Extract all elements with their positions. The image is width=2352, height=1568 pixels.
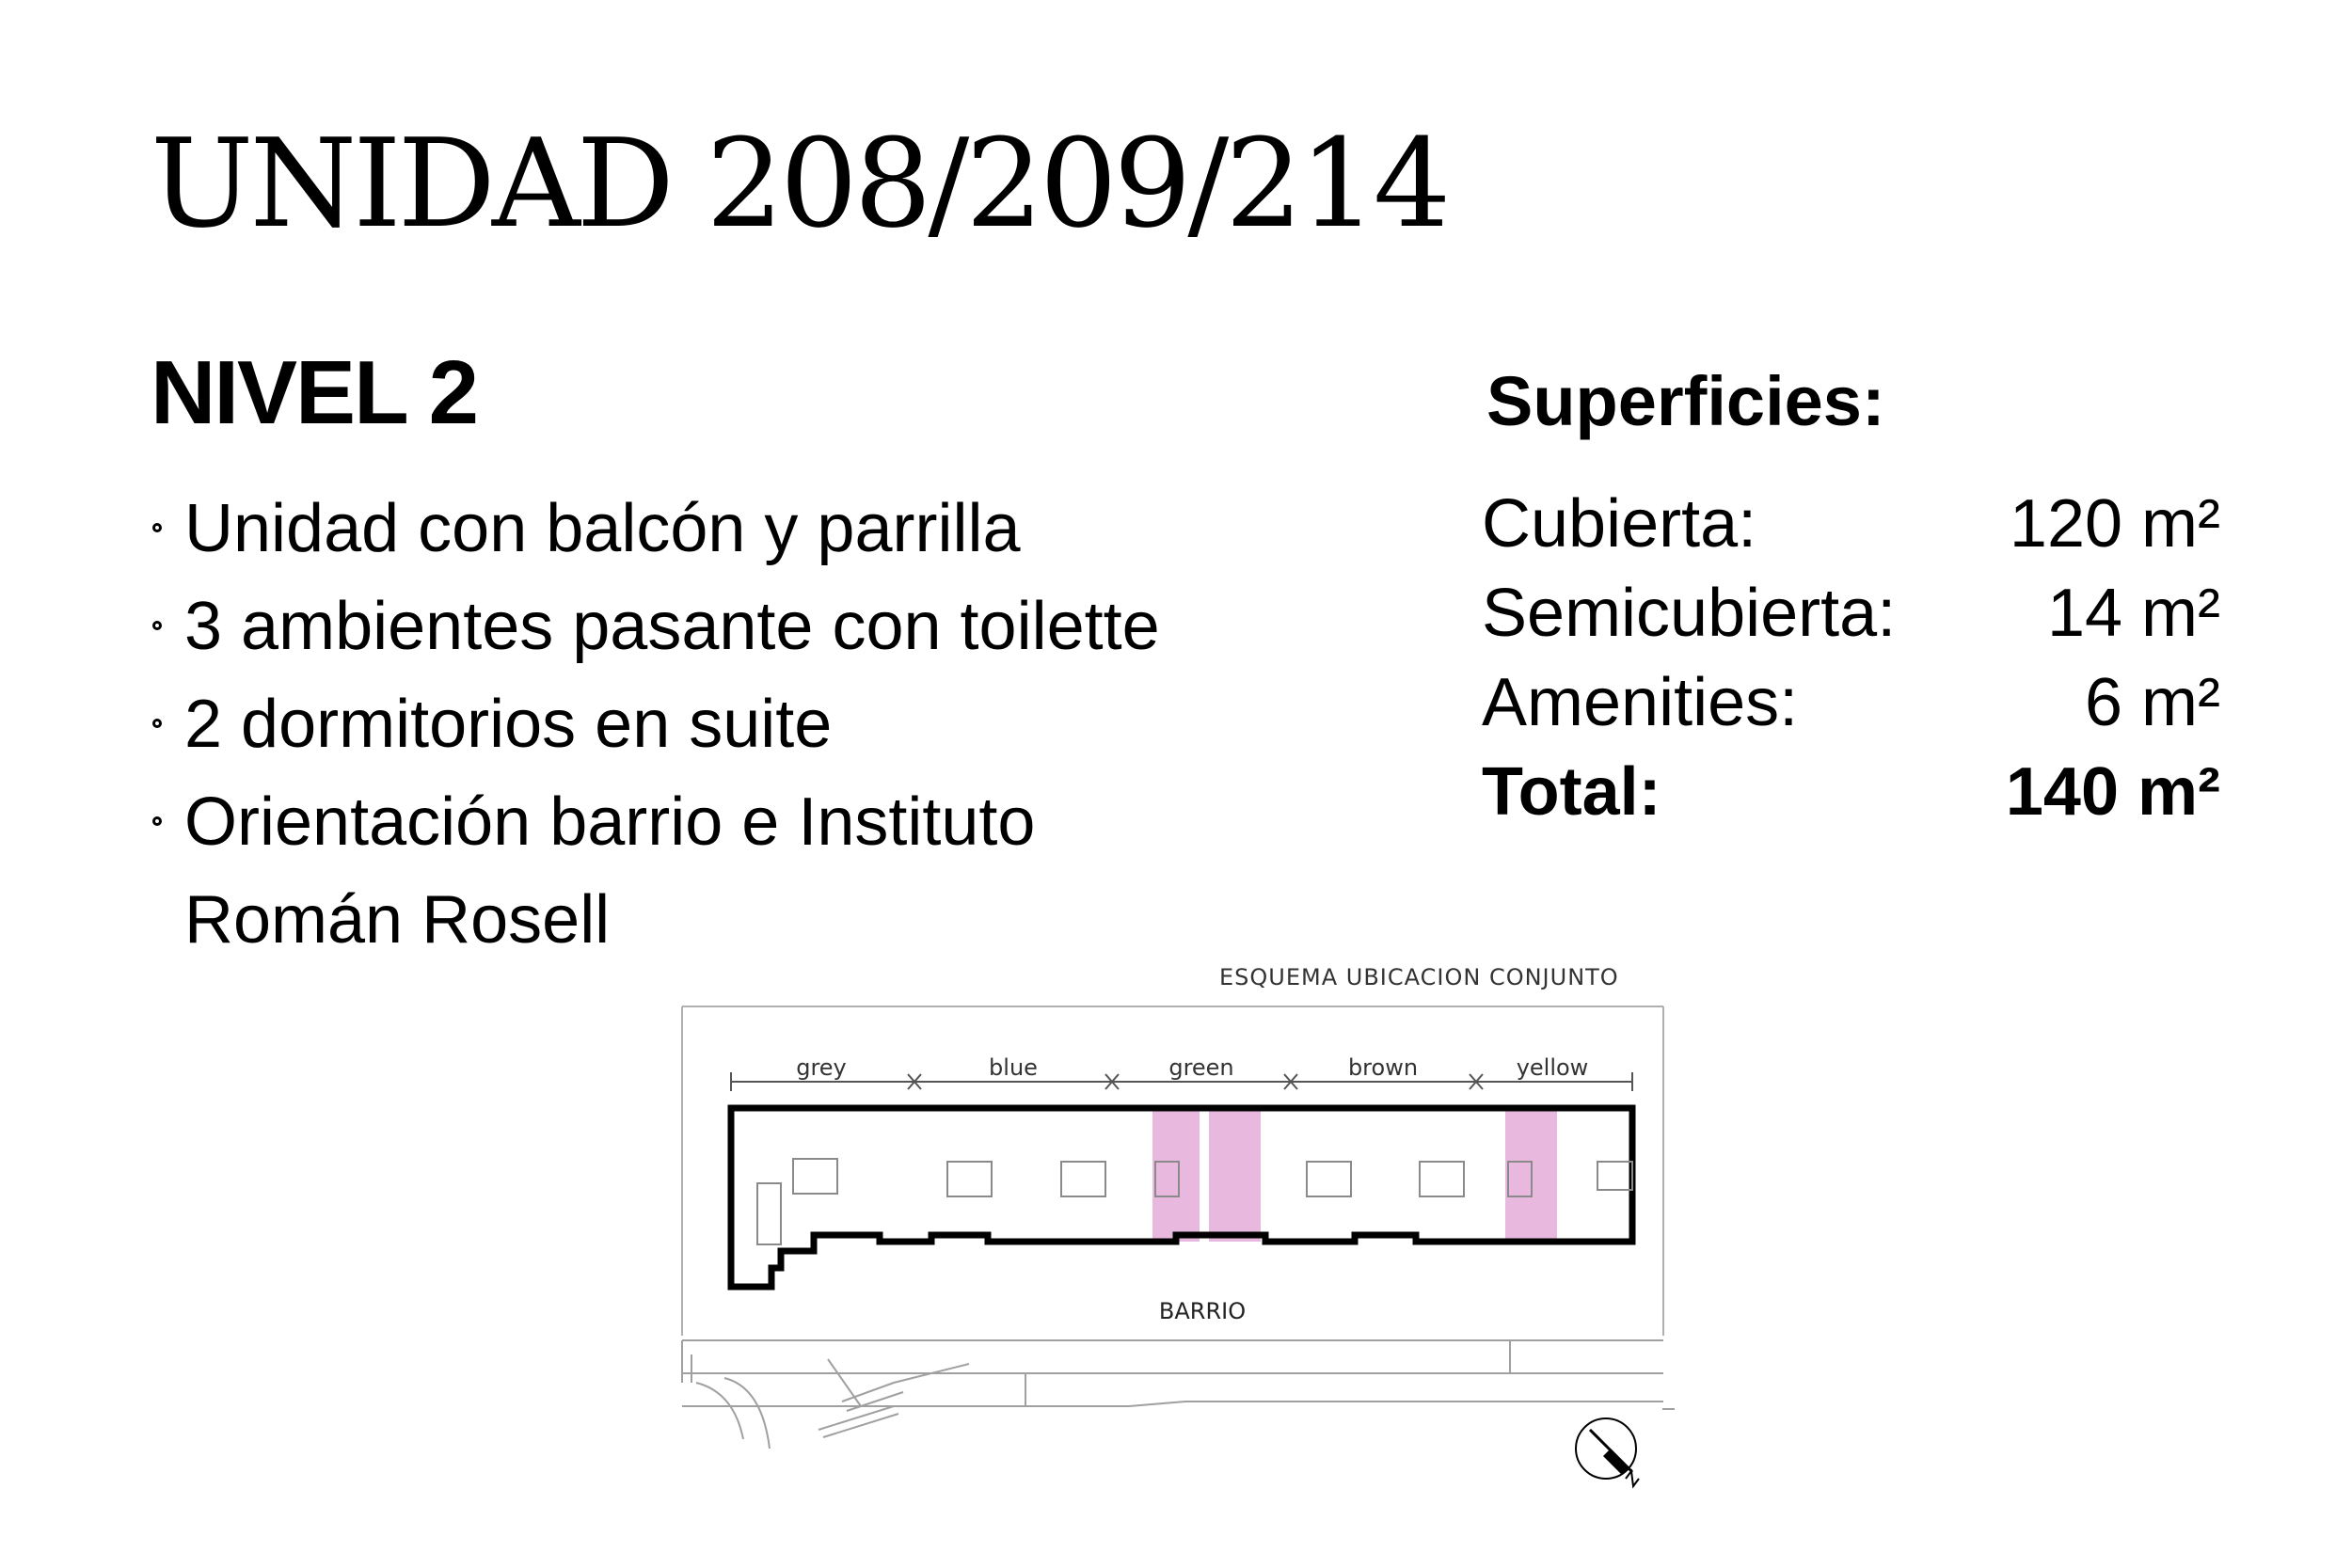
area-label: Amenities: <box>1482 665 1799 740</box>
bullet-icon <box>152 719 162 728</box>
site-plan <box>659 988 1693 1514</box>
section-label-brown: brown <box>1347 1054 1419 1081</box>
area-row-amenities <box>1482 658 2220 748</box>
feature-list <box>151 480 1327 969</box>
level-heading: NIVEL 2 <box>151 342 478 443</box>
area-row-total <box>1482 748 2220 837</box>
plan-caption: ESQUEMA UBICACION CONJUNTO <box>1219 964 1619 990</box>
area-label: Cubierta: <box>1482 486 1757 562</box>
highlight-zone <box>1152 1110 1200 1242</box>
area-value: 6 m² <box>2085 665 2220 740</box>
area-value: 14 m² <box>2046 576 2220 651</box>
area-label: Total: <box>1482 754 1661 830</box>
area-label: Semicubierta: <box>1482 576 1897 651</box>
feature-item <box>151 773 1327 969</box>
section-label-grey: grey <box>796 1054 847 1081</box>
unit-highlights <box>1152 1110 1557 1242</box>
area-value: 120 m² <box>2009 486 2220 562</box>
feature-text: Orientación barrio e Instituto Román Rosell <box>184 784 1036 958</box>
street-label: BARRIO <box>1158 1298 1247 1324</box>
area-row-semicubierta <box>1482 569 2220 658</box>
areas-heading: Superficies: <box>1486 362 1885 440</box>
bullet-icon <box>152 621 162 630</box>
areas-table <box>1482 480 2220 837</box>
feature-item <box>151 675 1327 773</box>
north-arrow-icon <box>1576 1418 1639 1486</box>
street-lines <box>682 1340 1675 1449</box>
feature-item <box>151 480 1327 578</box>
page-title: UNIDAD 208/209/214 <box>151 112 1448 255</box>
area-row-cubierta <box>1482 480 2220 569</box>
feature-text: Unidad con balcón y parrilla <box>184 491 1021 566</box>
bullet-icon <box>152 523 162 532</box>
bullet-icon <box>152 816 162 826</box>
highlight-zone <box>1209 1110 1261 1242</box>
feature-item <box>151 578 1327 675</box>
feature-text: 3 ambientes pasante con toilette <box>184 589 1160 664</box>
section-label-yellow: yellow <box>1516 1054 1589 1081</box>
section-label-green: green <box>1168 1054 1234 1081</box>
feature-text: 2 dormitorios en suite <box>184 687 833 762</box>
area-value: 140 m² <box>2005 754 2220 830</box>
section-label-blue: blue <box>989 1054 1038 1081</box>
